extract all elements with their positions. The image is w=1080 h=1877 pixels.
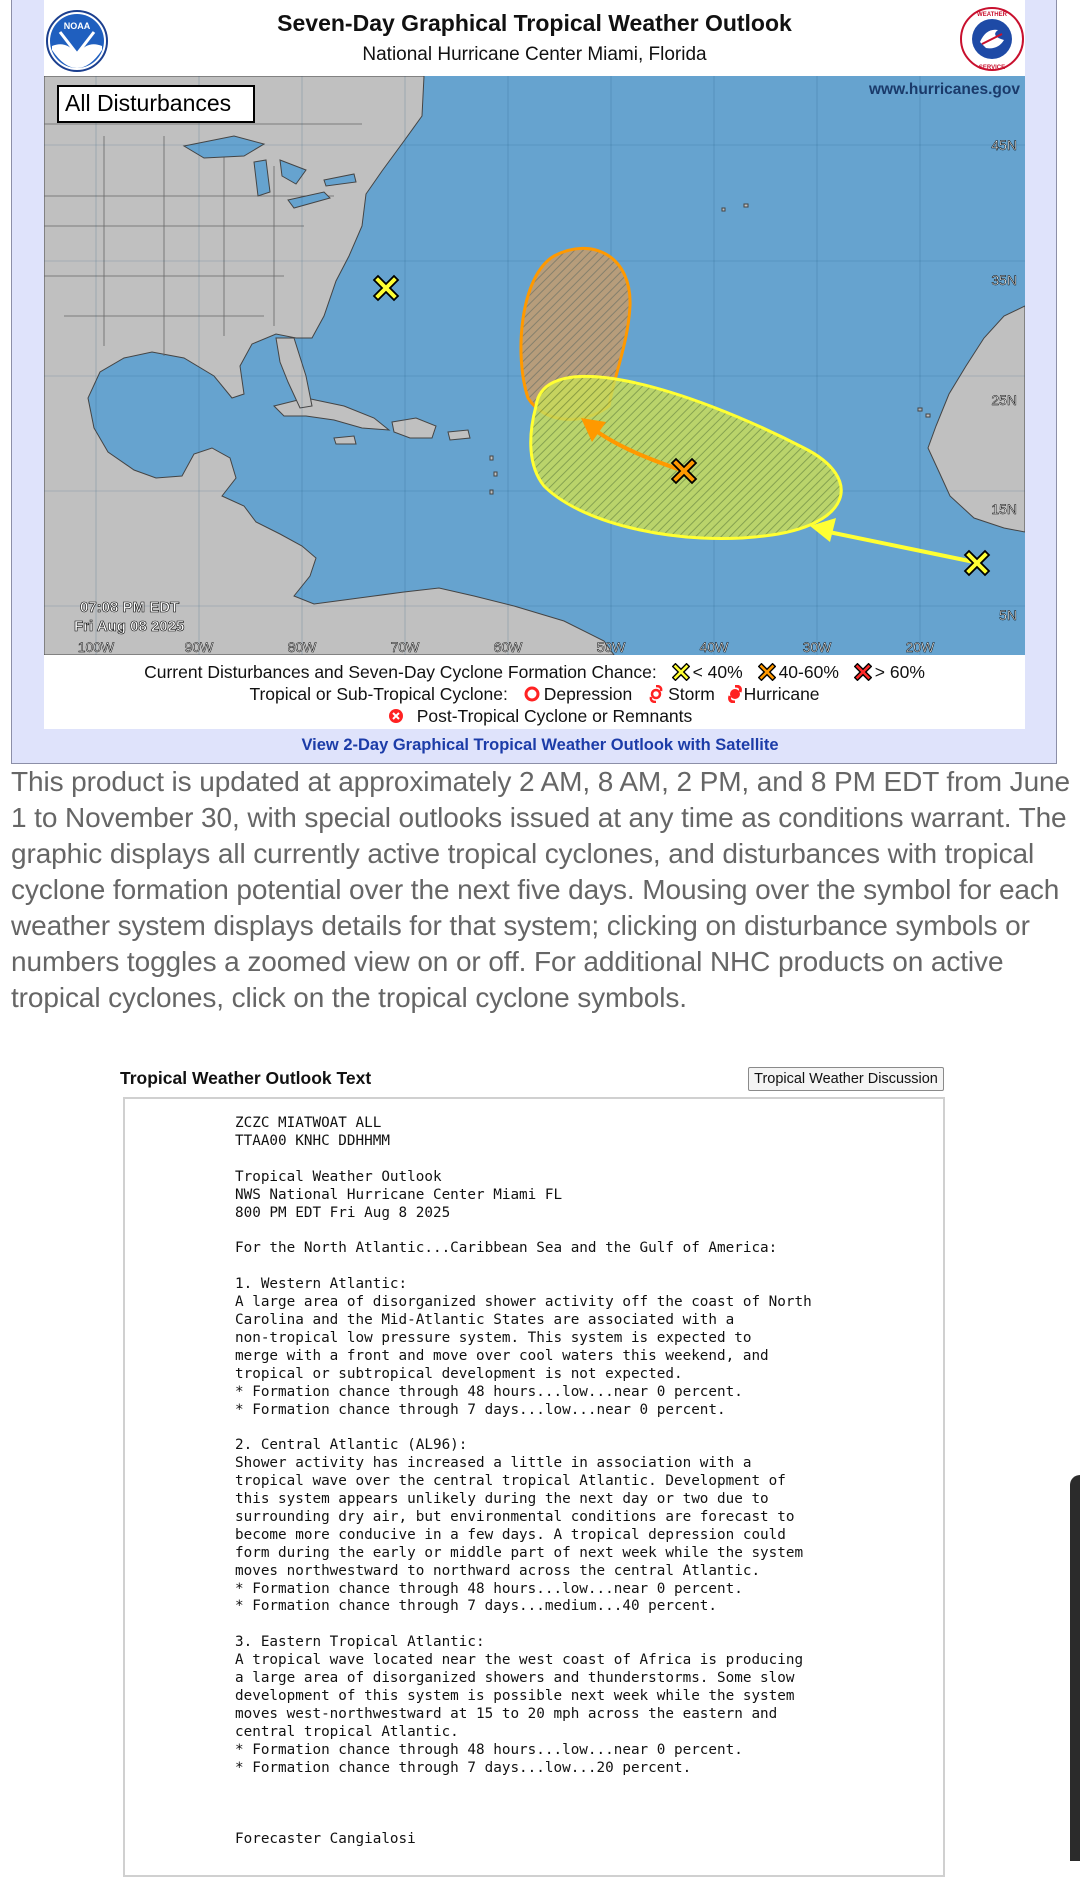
website-label: www.hurricanes.gov — [868, 81, 1020, 98]
legend-medium: 40-60% — [778, 661, 839, 682]
tropical-weather-discussion-button[interactable]: Tropical Weather Discussion — [748, 1067, 944, 1091]
lat-label: 5N — [999, 607, 1017, 623]
outlook-text-label: Tropical Weather Outlook Text — [120, 1068, 372, 1088]
basin-label[interactable]: All Disturbances — [65, 90, 232, 116]
legend-row-cyclones — [44, 683, 1025, 705]
outlook-text-box[interactable] — [123, 1097, 945, 1877]
svg-text:NOAA: NOAA — [63, 21, 91, 31]
depression-icon — [523, 685, 541, 703]
nws-logo[interactable] — [960, 6, 1024, 72]
product-description: This product is updated at approximately 2 AM, 8 AM, 2 PM, and 8 PM EDT from June 1 to November 30, with special outlooks issued at any time as conditions warrant. The graphic displays all currently active tropical cyclones, and disturbances with tropical cyclone formation potential over the next five days. Mousing over the symbol for each weather system displays details for that system; clicking on disturbance symbols or numbers toggles a zoomed view on or off. For additional NHC products on active tropical cyclones, click on the tropical cyclone symbols. — [11, 766, 1070, 1013]
legend-post-tropical: Post-Tropical Cyclone or Remnants — [416, 705, 693, 726]
outlook-map[interactable] — [44, 76, 1025, 655]
lat-label: 35N — [991, 272, 1017, 288]
storm-icon — [647, 685, 665, 703]
lon-label: 50W — [596, 639, 626, 655]
lat-label: 25N — [991, 392, 1017, 408]
legend-cyclone-label: Tropical or Sub-Tropical Cyclone: — [249, 683, 508, 704]
lon-label: 70W — [390, 639, 420, 655]
legend-high: > 60% — [874, 661, 925, 682]
post-tropical-icon — [387, 707, 405, 725]
lon-label: 90W — [184, 639, 214, 655]
svg-text:SERVICE: SERVICE — [978, 65, 1006, 71]
outlook-text: ZCZC MIATWOAT ALL TTAA00 KNHC DDHHMM Tropical Weather Outlook NWS National Hurricane Center Miami FL 800 PM EDT Fri Aug 8 2025 For the North Atlantic...Caribbean Sea and the Gulf of America: 1. Western Atlantic: A large area of disorganized shower activity off the coast of North Carolina and the Mid-Atlantic States are associated with a non-tropical low pressure system. This system is expected to merge with a front and move over cool waters this weekend, and tropical or subtropical development is not expected. * Formation chance through 48 hours...low...near 0 percent. * Formation chance through 7 days...low...near 0 percent. 2. Central Atlantic (AL96): Shower activity has increased a little in association with a tropical wave over the central tropical Atlantic. Development of this system appears unlikely during the next day or two due to surrounding dry air, but environmental conditions are forecast to become more conducive in a few days. A tropical depression could form during the early or middle part of next week while the system moves northwestward to northward across the central Atlantic. * Formation chance through 48 hours...low...near 0 percent. * Formation chance through 7 days...medium...40 percent. 3. Eastern Tropical Atlantic: A tropical wave located near the west coast of Africa is producing a large area of disorganized showers and thunderstorms. Some slow development of this system is possible next week while the system moves west-northwestward at 15 to 20 mph across the eastern and central tropical Atlantic. * Formation chance through 48 hours...low...near 0 percent. * Formation chance through 7 days...low...20 percent. Forecaster Cangialosi — [235, 1115, 812, 1848]
lat-label: 15N — [991, 501, 1017, 517]
lon-label: 30W — [802, 639, 832, 655]
outlook-header — [44, 0, 1025, 76]
svg-text:WEATHER: WEATHER — [977, 12, 1007, 18]
medium-chance-x-icon — [758, 663, 776, 681]
lon-label: 80W — [287, 639, 317, 655]
timestamp-time: 07:08 PM EDT — [80, 599, 180, 616]
low-chance-x-icon — [672, 663, 690, 681]
legend-hurricane: Hurricane — [743, 683, 820, 704]
satellite-outlook-link[interactable]: View 2-Day Graphical Tropical Weather Outlook with Satellite — [301, 736, 779, 754]
high-chance-x-icon — [854, 663, 872, 681]
lon-label: 20W — [905, 639, 935, 655]
noaa-logo[interactable] — [46, 10, 108, 72]
page-title: Seven-Day Graphical Tropical Weather Outlook — [277, 10, 792, 36]
legend-row-disturbances — [44, 661, 1025, 683]
lon-labels — [78, 639, 935, 655]
legend-depression: Depression — [543, 683, 633, 704]
legend-disturbance-label: Current Disturbances and Seven-Day Cyclone Formation Chance: — [144, 661, 657, 682]
hurricane-icon — [726, 685, 744, 703]
legend-row-post-tropical — [44, 705, 1025, 727]
map-legend — [44, 655, 1025, 729]
lon-label: 40W — [699, 639, 729, 655]
timestamp-date: Fri Aug 08 2025 — [74, 618, 185, 635]
lat-label: 45N — [991, 137, 1017, 153]
legend-storm: Storm — [668, 683, 715, 704]
scrollbar-handle[interactable] — [1070, 1475, 1080, 1861]
lon-label: 60W — [493, 639, 523, 655]
page-subtitle: National Hurricane Center Miami, Florida — [362, 44, 707, 65]
legend-low: < 40% — [692, 661, 743, 682]
lon-label: 100W — [77, 639, 115, 655]
